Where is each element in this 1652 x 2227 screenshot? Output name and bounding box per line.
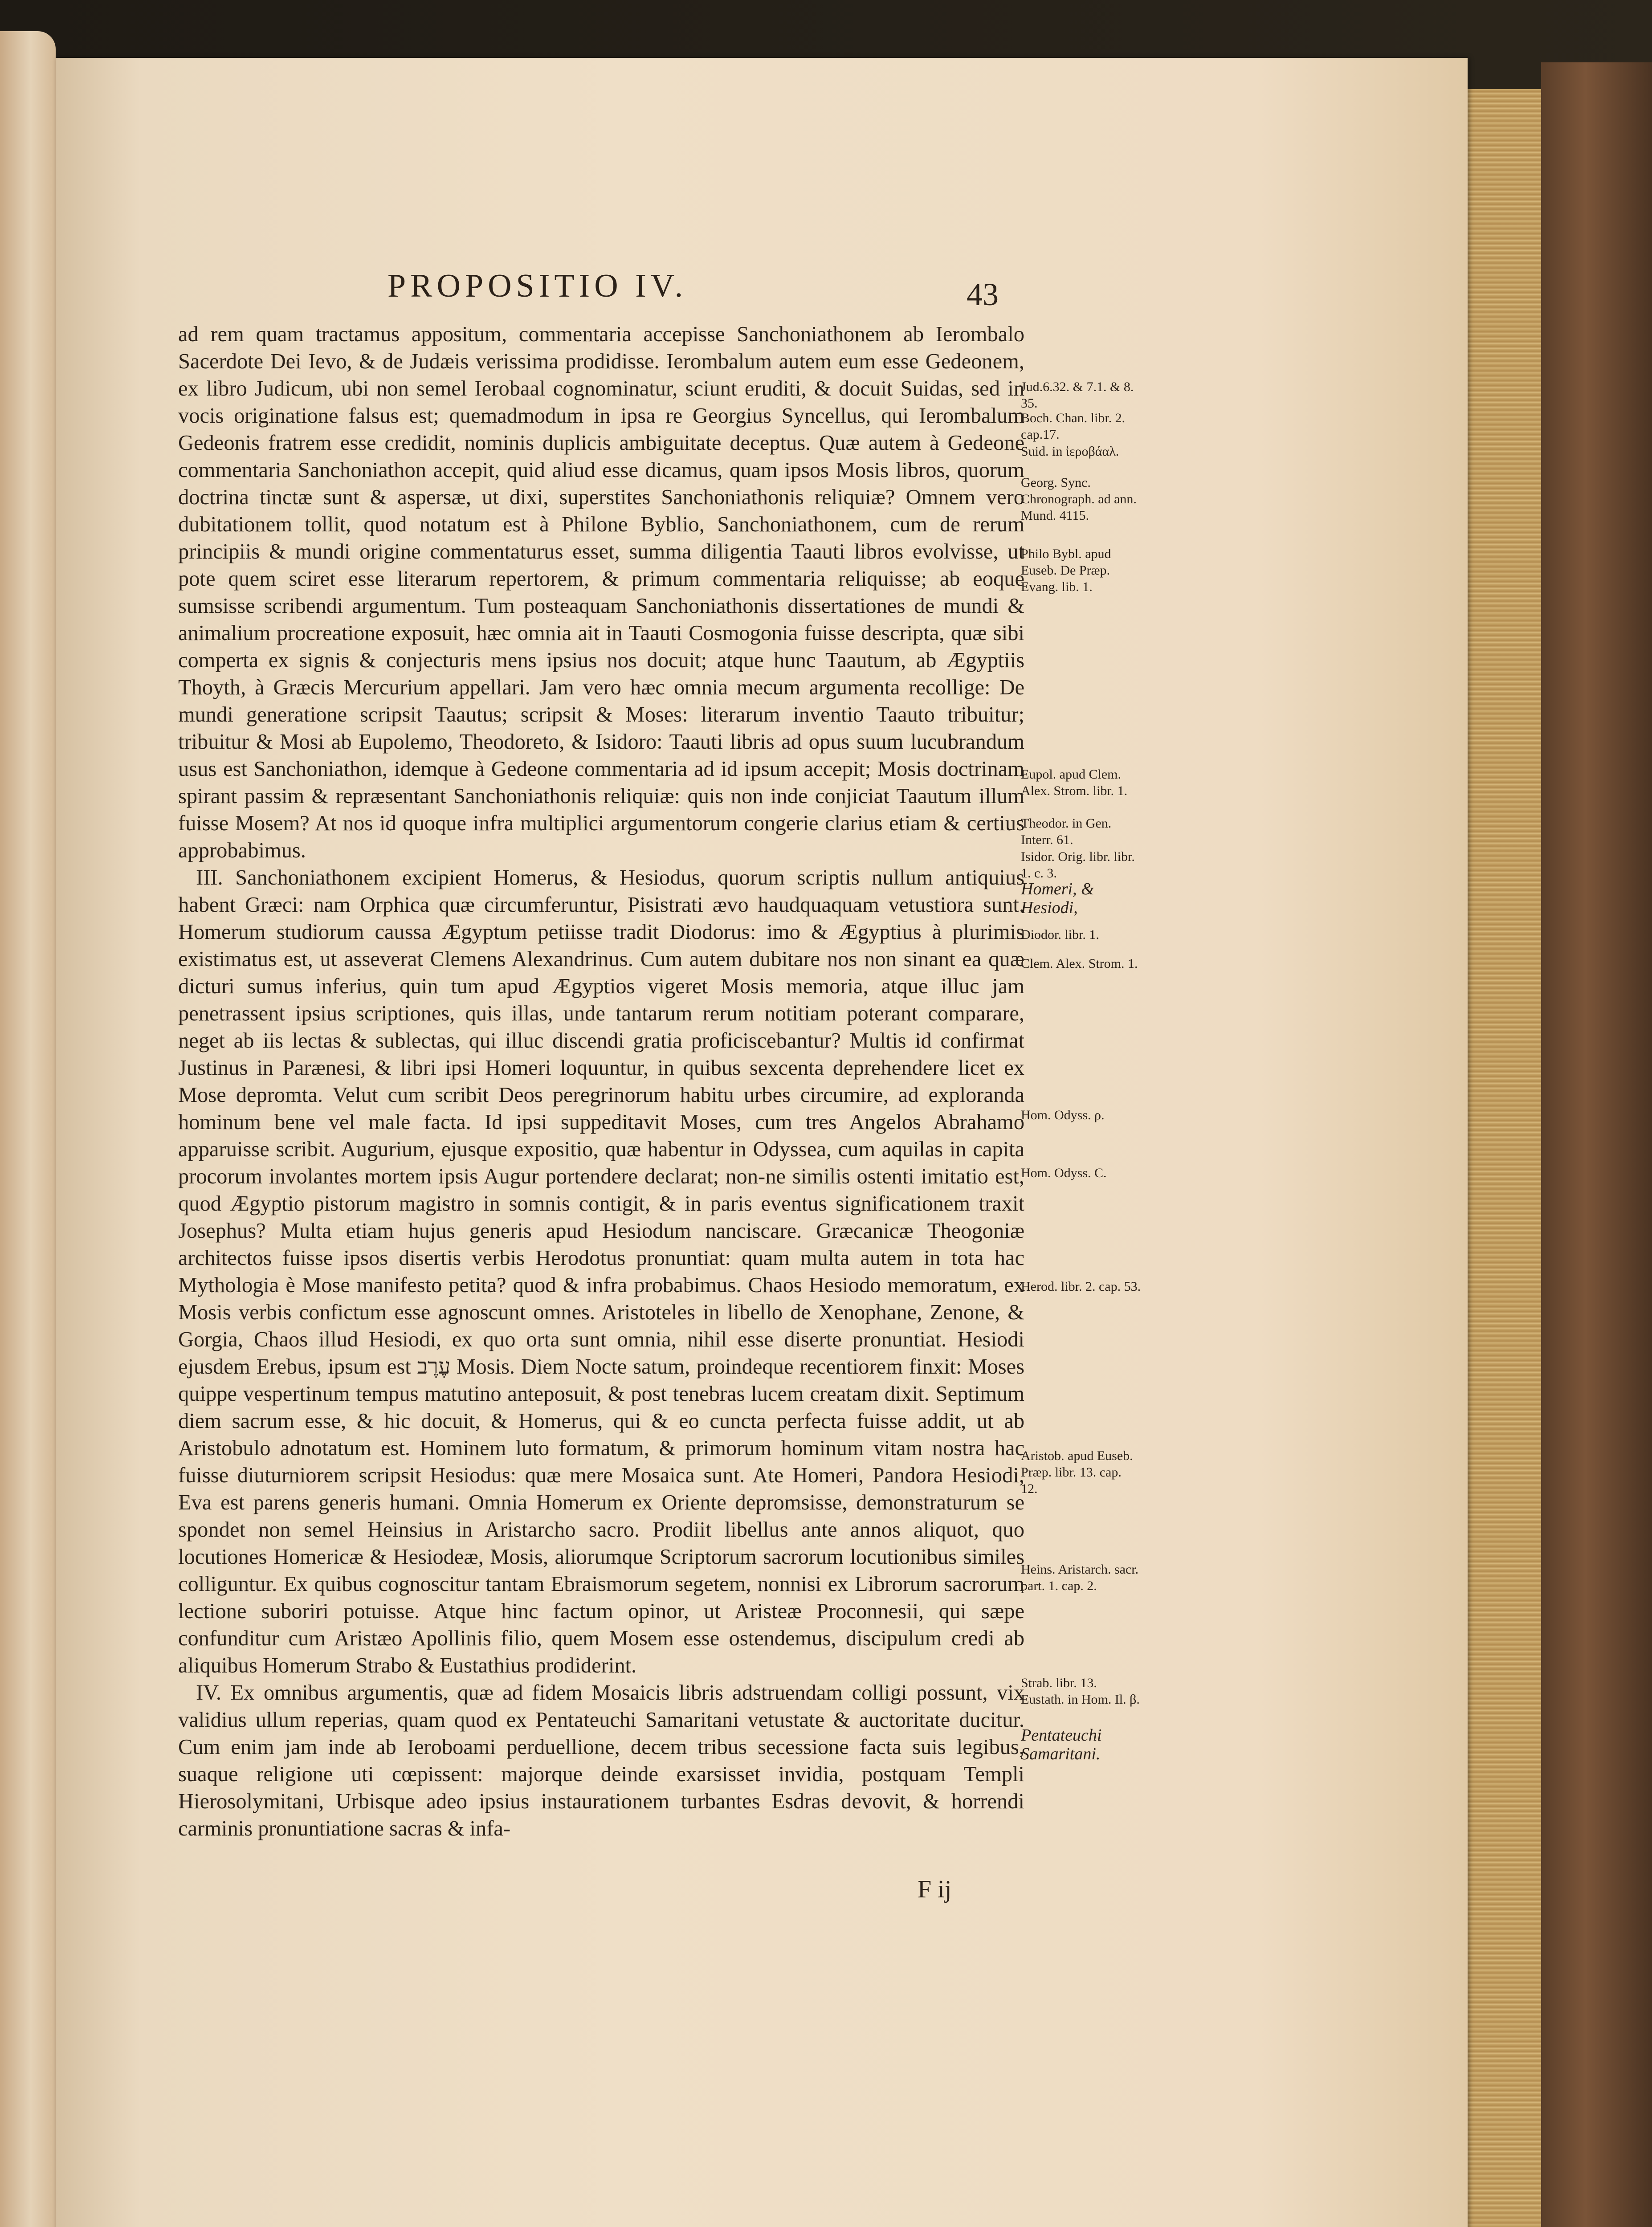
margin-note: Isidor. Orig. libr. libr. 1. c. 3. [1021,849,1135,881]
margin-note: Diodor. libr. 1. [1021,927,1099,942]
left-page-edge [0,31,56,2227]
margin-note-heading: Pentateuchi Samaritani. [1021,1726,1102,1763]
margin-note: Aristob. apud Euseb. Præp. libr. 13. cap. 12. [1021,1448,1133,1496]
margin-note: Boch. Chan. libr. 2. cap.17. [1021,411,1126,442]
paragraph-iv: IV. Ex omnibus argumentis, quæ ad fidem Mosaicis libris adstruendam colligi possunt, vix validius ullum reperias, quam quod ex Pentateuchi Samaritani vetustate & auctoritate ducitur. Cum enim jam inde ab Ieroboami perduellione, decem tribus secessione facta suis legibus, suaque religione uti cœpissent: majorque deinde exarsisset invidia, postquam Templi Hierosolymitani, Urbisque adeo ipsius instaurationem turbantes Esdras devovit, & horrendi carminis pronuntiatione sacras & infa- [178,1681,1024,1840]
signature-mark: F ij [918,1876,952,1903]
page-number: 43 [967,277,999,312]
margin-note: Georg. Sync. Chronograph. ad ann. Mund. 4115. [1021,475,1137,523]
margin-note: Jud.6.32. & 7.1. & 8. 35. [1021,379,1134,411]
paragraph-iii: III. Sanchoniathonem excipient Homerus, & Hesiodus, quorum scriptis nullum antiquius habent Græci: nam Orphica quæ circumferuntur, Pisistrati ævo haudquaquam vetustiora sunt. Homerum studiorum caussa Ægyptum petiisse tradit Diodorus: imo & Ægyptius à plurimis existimatus est, ut asseverat Clemens Alexandrinus. Cum autem dubitare nos non sinant ea quæ dicturi sumus inferius, quin tum apud Ægyptios vigeret Mosis memoria, atque illuc jam penetrassent ipsius scriptiones, quis illas, unde tantarum rerum notitiam poterant comparare, neget ab iis lectas & sublectas, qui illuc discendi gratia proficiscebantur? Multis id confirmat Justinus in Parænesi, & libri ipsi Homeri loquuntur, in quibus sexcenta deprehendere licet ex Mose depromta. Velut cum scribit Deos peregrinorum habitu urbes circumire, ad exploranda hominum bene vel male facta. Id ipsi suppeditavit Moses, cum tres Angelos Abrahamo apparuisse scribit. Augurium, ejusque expositio, quæ habentur in Odyssea, cum aquilas in capita procorum involantes mortem ipsis Augur portendere declarat; non-ne similis ostenti imitatio est, quod Ægyptio pistorum magistro in somnis contigit, & in paris eventus significationem traxit Josephus? Multa etiam hujus generis apud Hesiodum nanciscare. Græcanicæ Theogoniæ architectos fuisse ipsos disertis verbis Herodotus pronuntiat: quam multa autem in tota hac Mythologia è Mose manifesto petita? quod & infra probabimus. Chaos Hesiodo memoratum, ex Mosis verbis confictum esse agnoscunt omnes. Aristoteles in libello de Xenophane, Zenone, & Gorgia, Chaos illud Hesiodi, ex quo orta sunt omnia, nihil esse diserte pronuntiat. Hesiodi ejusdem Erebus, ipsum est עֶרֶב Mosis. Diem Nocte satum, proindeque recentiorem finxit: Moses quippe vespertinum tempus matutino anteposuit, & post tenebras lucem creatam dixit. Septimum diem sacrum esse, & hic docuit, & Homerus, qui & eo cuncta perfecta fuisse addit, ut ab Aristobulo adnotatum est. Hominem luto formatum, & primorum hominum vitam nostra hac fuisse diuturniorem scripsit Hesiodus: quæ mere Mosaica sunt. Ate Homeri, Pandora Hesiodi, Eva est parens generis humani. Omnia Homerum ex Oriente depromsisse, demonstraturum se spondet non semel Heinsius in Aristarcho sacro. Prodiit libellus ante annos aliquot, quo locutiones Homericæ & Hesiodeæ, Mosis, aliorumque Scriptorum sacrorum locutionibus similes colliguntur. Ex quibus cognoscitur tantam Ebraismorum segetem, nonnisi ex Librorum sacrorum lectione suboriri potuisse. Atque hinc factum opinor, ut Aristeæ Proconnesii, qui sæpe confunditur cum Aristæo Apollinis filio, quem Mosem esse ostendemus, discipulum credi ab aliquibus Homerum Strabo & Eustathius prodiderint. [178,866,1024,1677]
margin-note: Philo Bybl. apud Euseb. De Præp. Evang. lib. 1. [1021,547,1111,594]
margin-note-heading: Homeri, & Hesiodi, [1021,880,1094,917]
margin-note: Strab. libr. 13. Eustath. in Hom. Il. β. [1021,1676,1140,1707]
margin-note: Herod. libr. 2. cap. 53. [1021,1279,1141,1294]
main-text [178,321,1024,1842]
margin-note: Eupol. apud Clem. Alex. Strom. libr. 1. [1021,767,1128,798]
margin-note: Suid. in ἱεροβάαλ. [1021,444,1119,459]
margin-note: Hom. Odyss. ρ. [1021,1108,1105,1122]
margin-note: Heins. Aristarch. sacr. part. 1. cap. 2. [1021,1562,1139,1593]
paragraph-continued: ad rem quam tractamus appositum, commentaria accepisse Sanchoniathonem ab Ierombalo Sacerdote Dei Ievo, & de Judæis verissima prodidisse. Ierombalum autem eum esse Gedeonem, ex libro Judicum, ubi non semel Ierobaal cognominatur, sciunt eruditi, & docuit Suidas, sed in vocis originatione falsus est; quemadmodum in ipsa re Georgius Syncellus, qui Ierombalum Gedeonis fratrem esse credidit, nominis duplicis ambiguitate deceptus. Quæ autem à Gedeone commentaria Sanchoniathon accepit, quid aliud esse dicamus, quam ipsos Mosis libros, quorum doctrina tinctæ sunt & aspersæ, ut dixi, superstites Sanchoniathonis reliquiæ? Omnem vero dubitationem tollit, quod notatum est à Philone Byblio, Sanchoniathonem, cum de rerum principiis & mundi origine commentaturus esset, summa diligentia Taauti libros evolvisse, ut pote quem sciret esse literarum repertorem, & primum commentaria reliquisse; ab eoque sumsisse scribendi argumentum. Tum posteaquam Sanchoniathonis dissertationes de mundi & animalium procreatione exposuit, hæc omnia ait in Taauti Cosmogonia fuisse descripta, quæ sibi comperta ex signis & conjecturis mens ipsius nos docuit; atque hunc Taautum, ab Ægyptiis Thoyth, à Græcis Mercurium appellari. Jam vero hæc omnia mecum argumenta recollige: De mundi generatione scripsit Taautus; scripsit & Moses: literarum inventio Taauto tribuitur; tribuitur & Mosi ab Eupolemo, Theodoreto, & Isidoro: Taauti libris ad opus suum lucubrandum usus est Sanchoniathon, idemque à Gedeone commentaria ad id ipsum accepit; Mosis doctrinam spirant passim & repræsentant Sanchoniathonis reliquiæ: quis non inde conjiciat Taautum illum fuisse Mosem? At nos id quoque infra multiplici argumentorum congerie clarius etiam & certius approbabimus. [178,322,1024,862]
running-head: PROPOSITIO IV. [388,268,688,304]
margin-note: Clem. Alex. Strom. 1. [1021,956,1138,971]
book-cover-edge [1541,62,1652,2227]
margin-note: Theodor. in Gen. Interr. 61. [1021,816,1112,847]
margin-note: Hom. Odyss. C. [1021,1166,1107,1180]
